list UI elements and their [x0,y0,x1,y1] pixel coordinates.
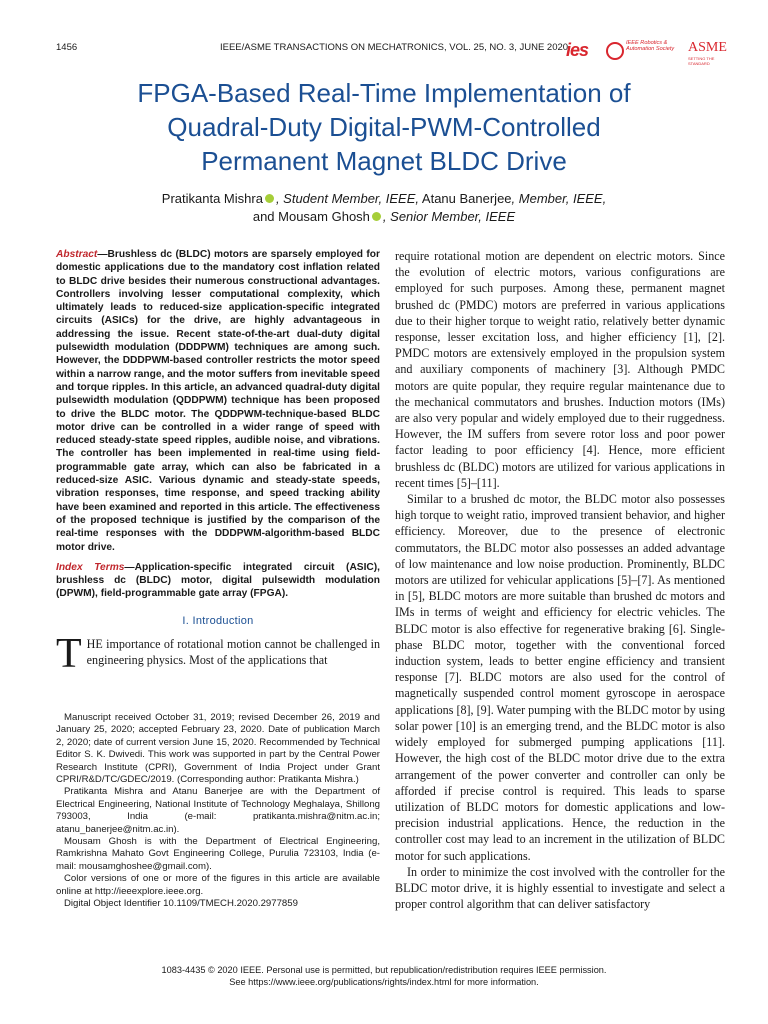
body-paragraph: Similar to a brushed dc motor, the BLDC motor also possesses high torque to weight ratio, improved transient behavior, and higher efficiency. Moreover, due to the presence of electronic commutators, the BLDC motor also possesses an added advantage of low maintenance and low noise production. Prominently, BLDC motors are utilized for vehicular applications [5]–[7]. As mentioned in [5], BLDC motors are more suitable than brushed dc motors and IMs in terms of weight and efficiency for electric vehicles. The BLDC motor is also effective for regenerative braking [6]. Single-phase BLDC motor, together with the conventional forced induction system, leads to better engine efficiency and transient response [7]. BLDC motors are also used for the control of magnetically suspended control moment gyroscope in aerospace applications [8], [9]. Water pumping with the BLDC motor by using solar power [10] is an emerging trend, and the BLDC motor is also widely employed for submerged pumping applications [11]. However, the high cost of the BLDC motor drive due to the extra arrangement of the power converter and controller can only be afforded if precise control is required. This leads to sparse utilization of BLDC motors for domestic applications and low-precision industrial applications. Hence, the reduction in the controller cost may lead to an increment in the utilization of BLDC motor for such applications. [395,492,725,863]
footnote-color-figures: Color versions of one or more of the figures in this article are available online at http://ieeexplore.ieee.org. [56,873,380,897]
section-heading: I. Introduction [182,614,254,627]
footnote-affiliation-2: Mousam Ghosh is with the Department of Electrical Engineering, Ramkrishna Mahato Govt Engineering College, Purulia 723103, India (e-mail: mousamghoshee@gmail.com). [56,836,380,872]
abstract-label: Abstract [56,249,98,260]
index-terms-label: Index Terms [56,561,125,573]
intro-paragraph [56,630,380,677]
footnote-manuscript: Manuscript received October 31, 2019; revised December 26, 2019 and January 25, 2020; accepted February 23, 2020. Date of publication March 2, 2020; date of current version June 15, 2020. Recommended by Technical Editor S. K. Dwivedi. This work was supported in part by the Central Power Research Institute (CPRI), Government of India Project under Grant CPRI/R&D/TC/GDEC/2019. (Corresponding author: Pratikanta Mishra.) [56,712,380,786]
intro-text: importance of rotational motion cannot be challenged in engineering physics. Most of the applications that [86,636,380,667]
author-name: Atanu Banerjee [419,191,512,206]
author-membership: , Member, IEEE, [511,191,607,206]
running-header [0,40,768,66]
journal-name: IEEE/ASME TRANSACTIONS ON MECHATRONICS, VOL. 25, NO. 3, JUNE 2020 [220,42,569,53]
author-name: Pratikanta Mishra [161,191,263,206]
right-column [395,248,725,912]
left-column [56,248,381,677]
page-number: 1456 [56,42,78,53]
author-line-2 [80,208,688,226]
orcid-icon[interactable] [265,194,274,203]
asme-logo-tagline: SETTING THE STANDARD [688,56,715,66]
abstract-text: —Brushless dc (BLDC) motors are sparsely employed for domestic applications due to the mandatory cost inflation related to BLDC drive besides their numerous constructional advantages. Controllers involving lesser computational complexity, which ultimately leads to reduced-size application-specific integrated circuits (ASICs) for the drive, are highly advantageous in addressing the issue. Recent state-of-the-art dual-duty digital pulsewidth modulation (DDDPWM) techniques are among such. However, the DDDPWM-based controller restricts the motor speed within a narrow range, and the motor suffers from inevitable speed and torque ripples. In this article, an advanced quadral-duty digital pulsewidth modulation (QDDPWM) technique has been proposed to drive the BLDC motor. The QDDPWM-technique-based BLDC motor drive can be controlled in a wider range of speed with reduced steady-state speed ripples, audible noise, and vibrations. The controller has been implemented in real-time using field-programmable gate array, which can also be fabricated in a reduced-size ASIC. Various dynamic and steady-state speeds, vibration responses, time response, and speed tracking ability have been examined and reported in this article. The effectiveness of the proposed technique is justified by the comparison of the real-time responses with the DDDPWM-algorithm-based BLDC motor drive. [56,249,380,553]
title-line: Permanent Magnet BLDC Drive [201,146,567,176]
body-paragraph: require rotational motion are dependent on electric motors. Since the evolution of electric motors, various configurations are employed for such purposes. Among these, permanent magnet brushed dc (PMDC) motors are preferred in various applications due to their higher torque to weight ratio, relatively better dynamic response, lesser excitation loss, and higher efficiency [1], [2]. PMDC motors are extensively employed in the propulsion system and auxiliary components of machinery [3]. Although PMDC motors are quite popular, they require regular maintenance due to the mechanical commutators and brushes. Induction motors (IMs) are also very popular and widely employed due to their ruggedness. However, the IM suffers from severe rotor loss and poor power factor leading to poor efficiency [4]. Hence, more efficient brushless dc (BLDC) motors are utilized for various applications in recent times [5]–[11]. [395,249,725,490]
footnote-doi: Digital Object Identifier 10.1109/TMECH.2020.2977859 [64,898,298,910]
ras-logo-text: IEEE Robotics & Automation Society [626,40,675,53]
title-line: FPGA-Based Real-Time Implementation of [137,78,631,108]
paper-title [40,76,728,178]
intro-first-word: HE [86,636,103,651]
title-line: Quadral-Duty Digital-PWM-Controlled [167,112,601,142]
asme-logo: ASME [688,40,727,55]
ies-logo: ies [566,40,589,60]
author-membership: , Student Member, IEEE, [275,191,420,206]
index-terms [56,561,380,601]
author-line-1 [80,190,688,208]
author-list [80,190,688,226]
orcid-icon[interactable] [372,212,381,221]
body-paragraph: In order to minimize the cost involved with the controller for the BLDC motor drive, it is highly essential to investigate and select a proper control algorithm that can deliver satisfactory [395,864,725,912]
ras-logo-icon [606,42,624,60]
publisher-logos [566,40,727,66]
index-terms-text: —Application-specific integrated circuit (ASIC), brushless dc (BLDC) motor, digital pulsewidth modulation (DPWM), field-programmable gate array (FPGA). [56,561,381,600]
copyright-line: 1083-4435 © 2020 IEEE. Personal use is permitted, but republication/redistribution requires IEEE permission. [161,965,607,975]
footnote-affiliation-1: Pratikanta Mishra and Atanu Banerjee are with the Department of Electrical Engineering, National Institute of Technology Meghalaya, Shillong 793003, India (e-mail: pratikanta.mishra@nitm.ac.in; atanu_banerjee@nitm.ac.in). [56,786,380,835]
rights-link-line: See https://www.ieee.org/publications/rights/index.html for more information. [229,977,539,987]
drop-cap: T [56,630,82,677]
author-membership: , Senior Member, IEEE [382,209,516,224]
copyright-footer [0,964,768,988]
abstract [56,248,380,554]
author-name: and Mousam Ghosh [252,209,370,224]
footnotes [56,712,380,911]
